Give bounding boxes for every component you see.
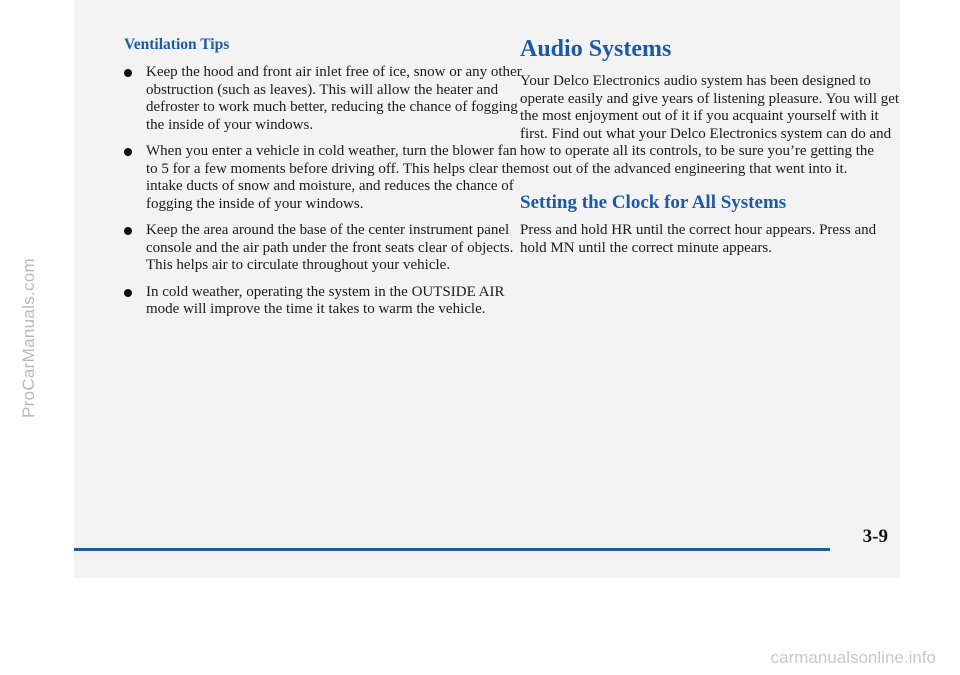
bullet-text: When you enter a vehicle in cold weather, turn the blower fan to 5 for a few moments before driving off. This helps clear the intake ducts of snow and moisture, and reduces the chance of fogging the inside of your windows. <box>146 143 520 212</box>
bullet-dot-icon <box>124 289 132 297</box>
bullet-dot-icon <box>124 227 132 235</box>
side-watermark <box>14 0 44 675</box>
bullet-text: In cold weather, operating the system in the OUTSIDE AIR mode will improve the time it takes to warm the vehicle. <box>146 283 505 317</box>
bullet-text: Keep the area around the base of the center instrument panel console and the air path under the front seats clear of objects. This helps air to circulate throughout your vehicle. <box>146 222 514 273</box>
clock-heading: Setting the Clock for All Systems <box>520 192 787 213</box>
audio-systems-heading: Audio Systems <box>520 36 672 62</box>
bullet-item <box>124 284 524 319</box>
bullet-dot-icon <box>124 69 132 77</box>
right-column <box>520 36 900 257</box>
page-number: 3-9 <box>862 526 888 547</box>
footer-rule <box>74 548 830 551</box>
bullet-text: Keep the hood and front air inlet free of ice, snow or any other obstruction (such as leaves). This will allow the heater and defroster to work much better, reducing the chance of fogging the inside of your windows. <box>146 64 522 133</box>
bullet-item <box>124 143 524 213</box>
side-watermark-text: ProCarManuals.com <box>19 257 38 418</box>
audio-intro-paragraph: Your Delco Electronics audio system has been designed to operate easily and give years of listening pleasure. You will get the most enjoyment out of it if you acquaint yourself with it first. Find out what your Delco Electronics system can do and how to operate all its controls, to be sure you’re getting the most out of the advanced engineering that went into it. <box>520 73 900 177</box>
bottom-watermark: carmanualsonline.info <box>770 648 936 667</box>
bullet-item <box>124 222 524 275</box>
left-column <box>124 36 524 328</box>
clock-paragraph: Press and hold HR until the correct hour appears. Press and hold MN until the correct minute appears. <box>520 222 877 256</box>
ventilation-tips-heading: Ventilation Tips <box>124 36 230 53</box>
bullet-dot-icon <box>124 148 132 156</box>
bullet-item <box>124 64 524 134</box>
manual-page <box>74 0 900 578</box>
